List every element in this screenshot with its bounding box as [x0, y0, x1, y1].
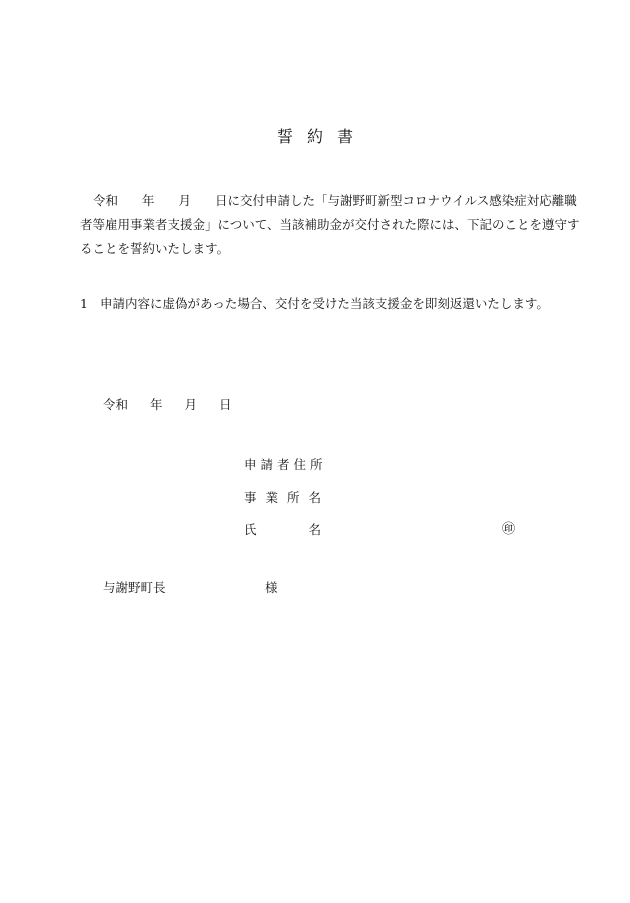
- business-name-label: 事業所名: [244, 490, 331, 505]
- intro-day-text: 日に交付申請した「与謝野町新型コロナウイルス感染症対応離職: [215, 193, 577, 208]
- pledge-item-text: 申請内容に虚偽があった場合、交付を受けた当該支援金を即刻返還いたします。: [100, 296, 549, 311]
- intro-line-3: ることを誓約いたします。: [80, 241, 230, 256]
- intro-paragraph: [80, 189, 580, 261]
- applicant-address-label: 申請者住所: [244, 457, 327, 472]
- date-era: 令和: [103, 397, 129, 412]
- date-year: 年: [150, 397, 163, 412]
- intro-year: 年: [142, 193, 155, 208]
- name-label-first-char: 氏: [244, 522, 257, 537]
- intro-line-2: 者等雇用事業者支援金」について、当該補助金が交付された際には、下記のことを遵守す: [80, 217, 580, 232]
- pledge-item-number: 1: [80, 296, 88, 311]
- intro-line-1: [80, 189, 577, 213]
- recipient-name: 与謝野町長: [103, 580, 166, 595]
- date-month: 月: [184, 397, 198, 412]
- intro-month: 月: [178, 193, 192, 208]
- recipient-honorific: 様: [265, 580, 278, 595]
- applicant-name-label: [244, 520, 321, 540]
- name-label-second-char: 名: [308, 522, 322, 537]
- date-line: [103, 395, 232, 415]
- document-title: 誓約書: [276, 127, 367, 146]
- date-day: 日: [219, 397, 232, 412]
- intro-era: 令和: [93, 193, 119, 208]
- seal-mark-icon: ㊞: [502, 522, 516, 537]
- pledge-item-1: [80, 294, 549, 314]
